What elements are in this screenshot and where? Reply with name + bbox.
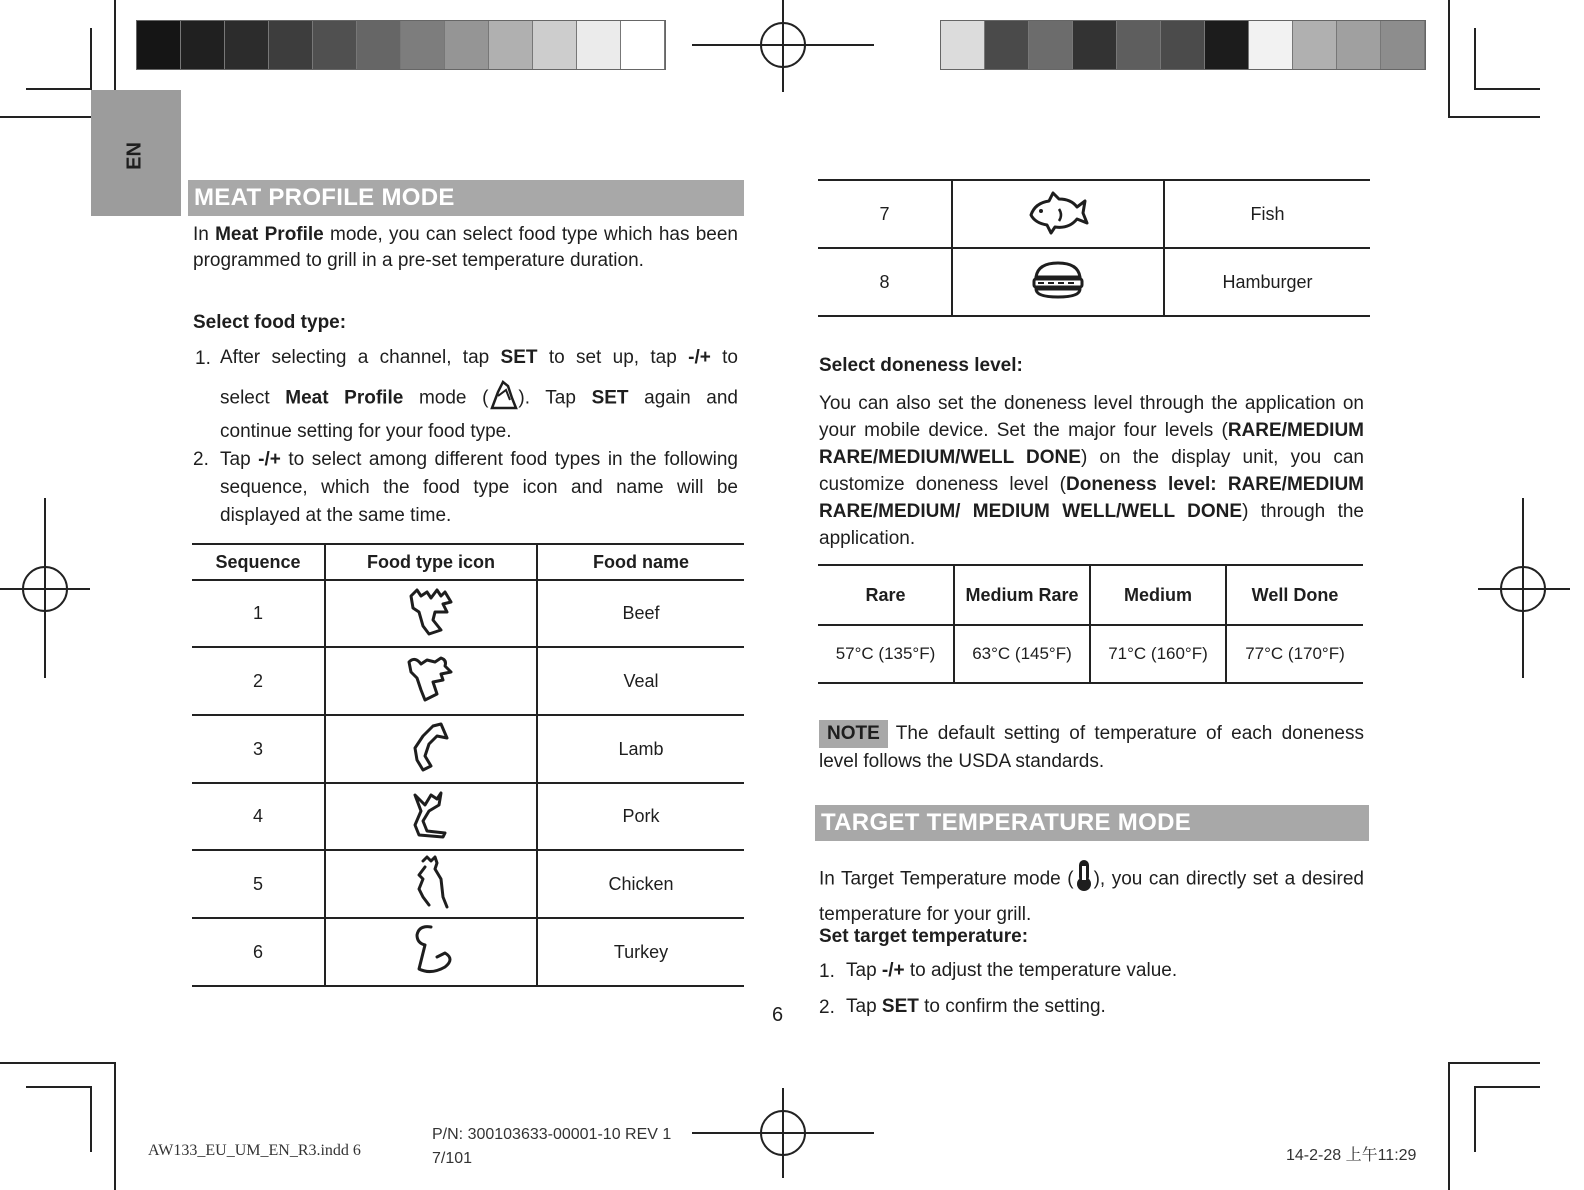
step-2-text: Tap -/+ to select among different food types in the following sequence, which the food type icon and name will be displayed at the same time.: [220, 449, 738, 526]
step-1-number: 1.: [195, 348, 211, 369]
page-number: 6: [772, 1004, 784, 1026]
color-swatch: [985, 21, 1029, 69]
color-swatch: [577, 21, 621, 69]
registration-mark-v: [44, 498, 46, 678]
registration-mark-v: [1522, 498, 1524, 678]
sequence-cell: 8: [818, 248, 952, 316]
temp-medium-rare: 63°C (145°F): [954, 625, 1090, 683]
color-swatch: [269, 21, 313, 69]
doneness-paragraph: You can also set the doneness level through the application on your mobile device. Set the major four levels (RARE/MEDIUM RARE/MEDIUM/WELL DONE) on the display unit, you can customize doneness level (Doneness level: RARE/MEDIUM RARE/MEDIUM/ MEDIUM WELL/WELL DONE) through the application.: [819, 393, 1364, 549]
color-swatch: [313, 21, 357, 69]
color-swatch: [621, 21, 665, 69]
sequence-cell: 5: [192, 850, 325, 918]
icon-cell: [952, 248, 1164, 316]
table-row: [192, 850, 744, 918]
temp-rare: 57°C (135°F): [818, 625, 954, 683]
veal-icon: [401, 650, 461, 708]
color-swatch: [489, 21, 533, 69]
color-swatch: [1337, 21, 1381, 69]
color-swatch: [181, 21, 225, 69]
table-row: [192, 715, 744, 783]
set-target-heading: Set target temperature:: [819, 926, 1029, 947]
crop-mark: [1474, 1088, 1476, 1152]
header-food-name: Food name: [592, 551, 689, 572]
crop-mark: [1474, 88, 1540, 90]
color-swatch: [1161, 21, 1205, 69]
icon-cell: [325, 850, 537, 918]
header-rare: Rare: [818, 565, 954, 625]
crop-mark: [1448, 0, 1450, 118]
sequence-cell: 4: [192, 783, 325, 850]
header-sequence: Sequence: [192, 544, 325, 580]
food-name-cell: Lamb: [618, 738, 664, 759]
turkey-icon: [401, 921, 461, 979]
crop-mark: [114, 1062, 116, 1190]
crop-mark: [90, 1088, 92, 1152]
target-step-2-text: Tap SET to confirm the setting.: [846, 996, 1106, 1017]
header-medium: Medium: [1090, 565, 1226, 625]
header-well-done: Well Done: [1251, 584, 1339, 605]
food-type-table: [192, 543, 744, 987]
food-name-cell: Fish: [1250, 203, 1285, 224]
crop-mark: [0, 1062, 116, 1064]
color-swatch: [401, 21, 445, 69]
meat-profile-intro: In Meat Profile mode, you can select food type which has been programmed to grill in a pre-set temperature duration.: [193, 224, 738, 271]
language-tab: [91, 90, 181, 216]
crop-mark: [90, 28, 92, 90]
color-swatch: [941, 21, 985, 69]
color-bar-left: [136, 20, 666, 70]
sequence-cell: 7: [818, 180, 952, 248]
color-swatch: [445, 21, 489, 69]
color-swatch: [1029, 21, 1073, 69]
target-step-1-text: Tap -/+ to adjust the temperature value.: [846, 960, 1178, 981]
table-row: [818, 180, 1370, 248]
crop-mark: [1448, 116, 1540, 118]
crop-mark: [1474, 28, 1476, 90]
sequence-cell: 6: [192, 918, 325, 986]
hamburger-icon: [1030, 257, 1086, 303]
target-step-1-number: 1.: [819, 961, 835, 982]
temp-medium: 71°C (160°F): [1090, 625, 1226, 683]
color-swatch: [225, 21, 269, 69]
color-swatch: [1205, 21, 1249, 69]
icon-cell: [325, 783, 537, 850]
food-name-cell: Beef: [622, 603, 660, 623]
crop-mark: [1448, 1062, 1540, 1064]
table-row: [192, 580, 744, 647]
footer-timestamp: 14-2-28 上午11:29: [1286, 1147, 1417, 1164]
target-intro: In Target Temperature mode ( ), you can directly set a desired temperature for your grill.: [819, 858, 1364, 929]
color-swatch: [1117, 21, 1161, 69]
note-paragraph: NOTE The default setting of temperature of each doneness level follows the USDA standards.: [819, 720, 1364, 776]
crop-mark: [1448, 1062, 1450, 1190]
chicken-icon: [401, 853, 461, 911]
registration-mark-v: [782, 1088, 784, 1178]
target-temperature-heading: TARGET TEMPERATURE MODE: [815, 805, 1369, 841]
crop-mark: [1474, 1086, 1540, 1088]
icon-cell: [325, 918, 537, 986]
language-tab-label: EN: [123, 142, 146, 170]
food-name-cell: Chicken: [608, 873, 674, 894]
table-row: [818, 248, 1370, 316]
color-swatch: [1293, 21, 1337, 69]
icon-cell: [325, 715, 537, 783]
doneness-temperature-table: [818, 564, 1363, 684]
color-swatch: [1073, 21, 1117, 69]
icon-cell: [325, 647, 537, 715]
note-badge: NOTE: [819, 720, 888, 748]
icon-cell: [952, 180, 1164, 248]
color-swatch: [357, 21, 401, 69]
color-swatch: [1249, 21, 1293, 69]
food-name-cell: Veal: [623, 670, 659, 691]
registration-mark-v: [782, 0, 784, 92]
target-step-2-number: 2.: [819, 997, 835, 1018]
table-row: [192, 783, 744, 850]
icon-cell: [325, 580, 537, 647]
step-2-number: 2.: [193, 449, 209, 470]
step-1-text: After selecting a channel, tap SET to set up, tap -/+ to select Meat Profile mode ( ). Tap SET again and continue setting for your food type.: [220, 347, 738, 442]
thermometer-icon: [1074, 858, 1094, 901]
meat-profile-icon: [488, 378, 518, 419]
color-swatch: [137, 21, 181, 69]
crop-mark: [26, 1086, 92, 1088]
footer-page-ref: 7/101: [432, 1150, 473, 1167]
table-row: [192, 918, 744, 986]
header-medium-rare: Medium Rare: [954, 565, 1090, 625]
crop-mark: [26, 88, 92, 90]
footer-filename: AW133_EU_UM_EN_R3.indd 6: [148, 1142, 361, 1159]
select-doneness-heading: Select doneness level:: [819, 355, 1023, 376]
color-swatch: [533, 21, 577, 69]
sequence-cell: 1: [192, 580, 325, 647]
food-name-cell: Turkey: [613, 941, 669, 962]
food-type-table-continued: [818, 179, 1370, 317]
food-name-cell: Pork: [622, 806, 660, 826]
sequence-cell: 2: [192, 647, 325, 715]
footer-part-number: P/N: 300103633-00001-10 REV 1: [432, 1126, 672, 1143]
color-swatch: [1381, 21, 1425, 69]
select-food-type-heading: Select food type:: [193, 312, 347, 333]
lamb-icon: [401, 718, 461, 776]
food-name-cell: Hamburger: [1222, 271, 1313, 292]
pork-icon: [401, 785, 461, 843]
header-food-icon: Food type icon: [325, 544, 537, 580]
table-row: [192, 647, 744, 715]
fish-icon: [1025, 187, 1091, 237]
table-row: [818, 625, 1363, 683]
registration-mark-h: [1478, 588, 1570, 590]
temp-well-done: 77°C (170°F): [1245, 644, 1345, 663]
sequence-cell: 3: [192, 715, 325, 783]
beef-icon: [401, 582, 461, 640]
meat-profile-heading: MEAT PROFILE MODE: [188, 180, 744, 216]
color-bar-right: [940, 20, 1426, 70]
